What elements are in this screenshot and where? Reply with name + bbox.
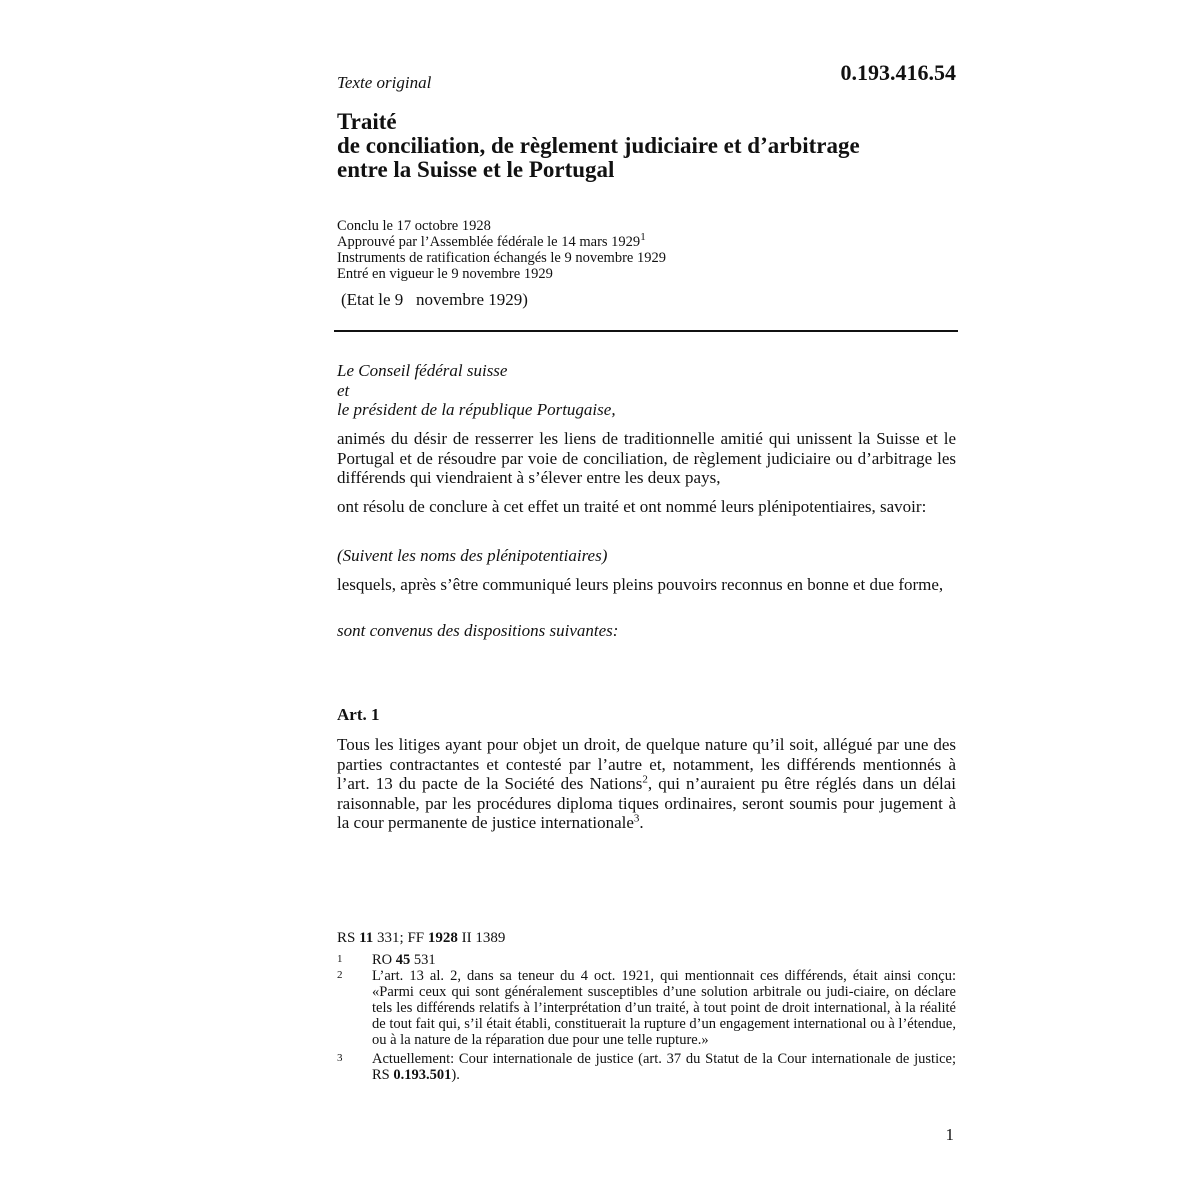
preamble-paragraph-3: lesquels, après s’être communiqué leurs pleins pouvoirs reconnus en bonne et due forme, [337, 575, 944, 594]
agreed-provisions: sont convenus des dispositions suivantes: [337, 621, 619, 640]
approval-date: Approuvé par l’Assemblée fédérale le 14 mars 1929$^1$ [337, 231, 646, 250]
footnote-ref-3[interactable]: 3 [633, 812, 640, 825]
footnote-number: 1 [337, 953, 343, 965]
footnote-number: 3 [337, 1052, 343, 1064]
in-force-date: Entré en vigueur le 9 novembre 1929 [337, 266, 553, 282]
concluded-date: Conclu le 17 octobre 1928 [337, 218, 491, 234]
state-date: (Etat le 9 novembre 1929) [341, 290, 528, 309]
treaty-title [337, 110, 956, 182]
ratification-date: Instruments de ratification échangés le 9 novembre 1929 [337, 250, 666, 266]
title-line-2: de conciliation, de règlement judiciaire et d’arbitrage [337, 133, 860, 158]
title-line-3: entre la Suisse et le Portugal [337, 157, 615, 182]
footnote-number: 2 [337, 969, 343, 981]
footnotes [337, 952, 956, 1083]
header-divider [334, 330, 958, 332]
treaty-metadata [337, 218, 956, 282]
party-conjunction: et [337, 380, 350, 400]
source-reference: RS 11 331; FF 1928 II 1389 [337, 930, 506, 946]
title-line-1: Traité [337, 109, 397, 134]
plenipotentiaries-note: (Suivent les noms des plénipotentiaires) [337, 546, 608, 565]
document-number: 0.193.416.54 [840, 60, 956, 85]
preamble-paragraph-1: animés du désir de resserrer les liens de traditionnelle amitié qui unissent la Suisse et le Portugal et de résoudre par voie de conciliation, de règlement judiciaire ou d’arbitrage les différends qui viendraient à s’élever entre les deux pays, [337, 429, 956, 487]
footnote-1: 1 RO 45 531 [337, 952, 436, 968]
parties [337, 361, 956, 420]
footnote-3: 3 Actuellement: Cour internationale de justice (art. 37 du Statut de la Cour internationale de justice; RS 0.193.501). [337, 1051, 956, 1083]
texte-original-label: Texte original [337, 73, 432, 92]
article-1-text: Tous les litiges ayant pour objet un droit, de quelque nature qu’il soit, allégué par une des parties contractantes et contesté par l’autre et, notamment, les différends mentionnés à l’art. 13 du pacte de la Société des Nations$^2$, qui n’auraient pu être réglés dans un délai raisonnable, par les procédures diploma tiques ordinaires, seront soumis pour jugement à la cour permanente de justice internationale$^3$. [337, 735, 956, 832]
footnote-ref-2[interactable]: 2 [642, 773, 648, 786]
party-switzerland: Le Conseil fédéral suisse [337, 361, 508, 380]
article-1-heading: Art. 1 [337, 705, 380, 724]
footnote-2: 2 L’art. 13 al. 2, dans sa teneur du 4 oct. 1921, qui mentionnait ces différends, était ainsi conçu: «Parmi ceux qui sont généralement susceptibles d’une solution arbitrale ou judi-ciaire, on déclare tels les différends relatifs à l’interprétation d’un traité, à tout point de droit international, à la réalité de tout fait qui, s’il était établi, constituerait la rupture d’un engagement international ou à l’étendue, ou à la nature de la réparation due pour une telle rupture.» [337, 968, 956, 1048]
party-portugal: le président de la république Portugaise, [337, 400, 616, 419]
footnote-ref-1[interactable]: 1 [640, 231, 646, 244]
preamble-paragraph-2: ont résolu de conclure à cet effet un traité et ont nommé leurs plénipotentiaires, savoir: [337, 497, 927, 516]
page-number: 1 [945, 1125, 954, 1144]
